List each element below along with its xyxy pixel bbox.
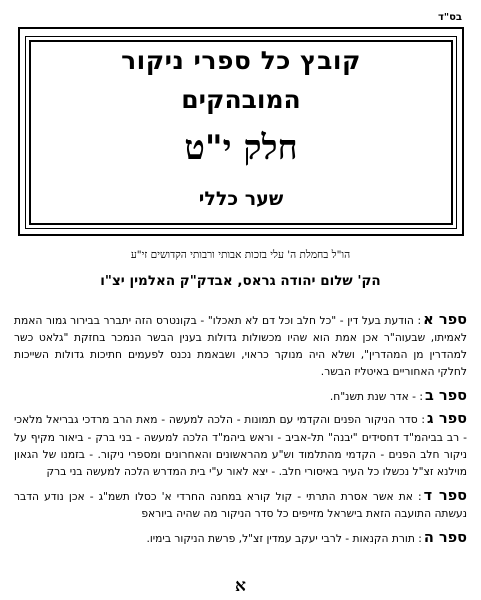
entry-text: : את אשר אסרת התרתי - קול קורא במחנה החרדי א' כסלו תשמ"ג - אכן נודע הדבר נעשתה התועבה הזאת בישראל מזייפים כל סדר הניקור מה שהיה ביוראפ [14,489,467,520]
list-item [14,530,467,547]
list-item [14,312,467,380]
list-item [14,388,467,405]
entry-label: ספר א [423,312,467,328]
entry-text: : הודעת בעל דין - "כל חלב וכל דם לא תאכלו" - בקונטרס הזה יתברר בבירור גמור האמת לאמיתו, שבעוה"ר אכן אמת הוא שהיו מכשולות גדולות בענין הבשר הנמכר בחזקת "גלאט כשר למהדרין מן המהדרין", ושלא היה מנוקר כראוי, ושבאמת נכנס לפעמים חתיכות גדולות השייכות לחלקי האחוריים באיטליז הבשר. [14,314,467,379]
entry-label: ספר ג [427,411,468,428]
list-item [14,488,467,522]
list-item [14,411,467,479]
entry-label: ספר ב [424,388,467,405]
entry-text: : תורת הקנאות - לרבי יעקב עמדין זצ"ל, פרשת הניקור בימיו. [146,532,422,546]
title-line-1: קובץ כל ספרי ניקור [121,46,361,75]
entry-text: : - אדר שנת תשנ"ח. [329,390,423,404]
entry-text: : סדר הניקור הפנים והקדמי עם תמונות - הלכה למעשה - מאת הרב מרדכי גבריאל מלאכי - רב בביהמ"ד דחסידים "יבנה" תל-אביב - וראש ביהמ"ד הלכה למעשה - בני ברק - ביאור מקיף על ניקור חלב הפנים - הקדמי מהתלמוד וש"ע מהראשונים והאחרונים ומספרי ניקור. - בזמנו של הגאון מוילנא זצ"ל נכשלו כל העיר באיסורי חלב. - יצא לאור ע"י בית המדרש הלכה למעשה בני ברק [14,413,467,478]
author-line: הק' שלום יהודה גראס, אבדק"ק האלמין יצ"ו [100,273,381,289]
volume-title: חלק י"ט [184,128,298,168]
bsd-header: בס"ד [438,12,462,23]
page-number: א [235,576,246,596]
section-title: שער כללי [198,188,284,210]
entry-label: ספר ד [423,487,467,504]
entry-label: ספר ה [423,530,467,547]
dedication-line: הו"ל בחמלת ה' עלי בזכות אבותי ורבותי הקדושים זי"ע [130,249,351,261]
contents-list [14,312,467,555]
title-line-2: המובהקים [181,85,301,114]
